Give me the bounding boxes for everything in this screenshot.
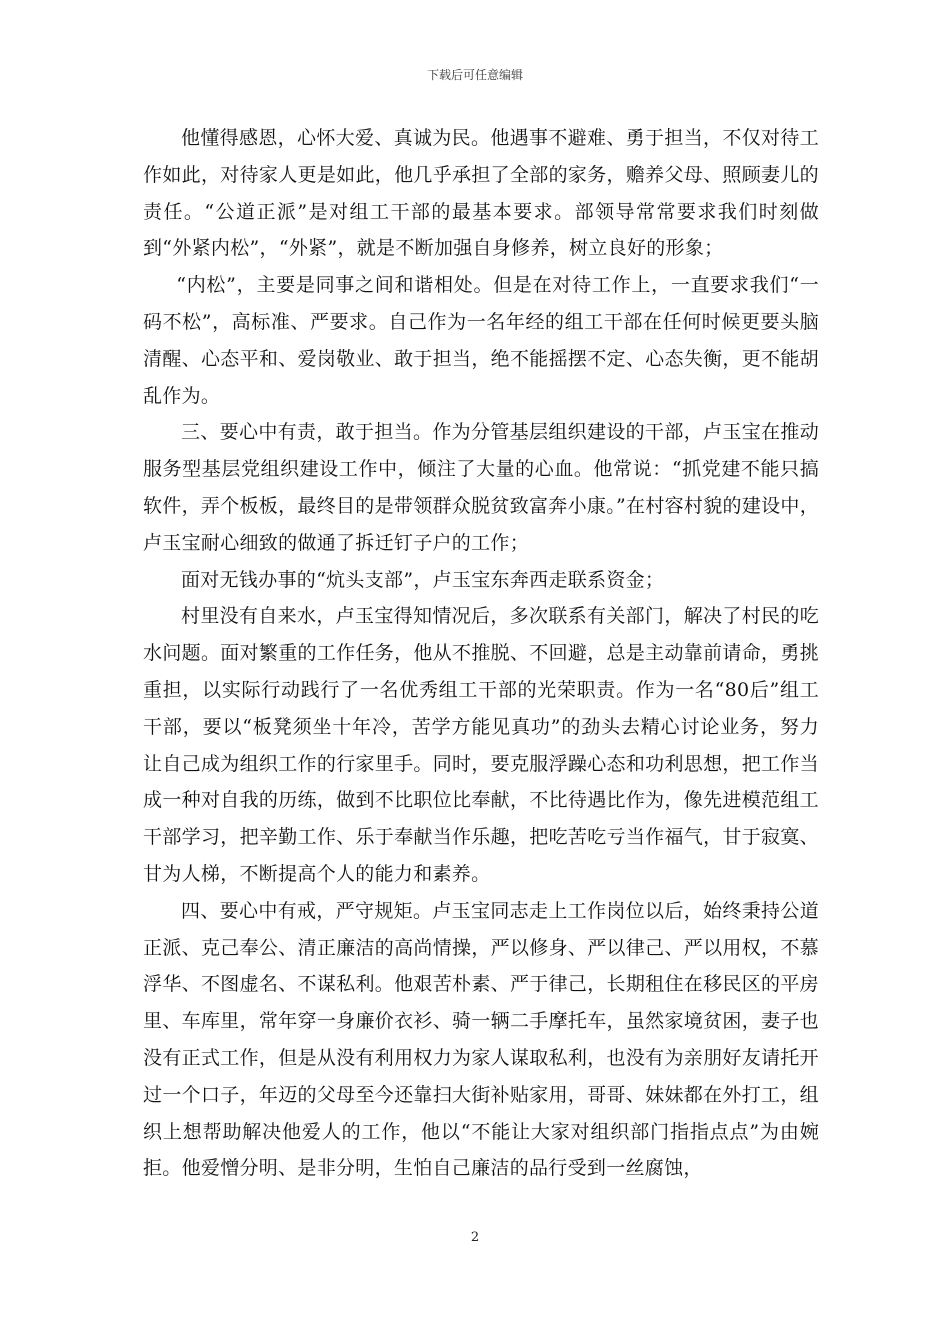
paragraph: 四、要心中有戒，严守规矩。卢玉宝同志走上工作岗位以后，始终秉持公道正派、克己奉公、清正廉洁的高尚情操，严以修身、严以律己、严以用权，不慕浮华、不图虚名、不谋私利。他艰苦朴素、严于律己，长期租住在移民区的平房里、车库里，常年穿一身廉价衣衫、骑一辆二手摩托车，虽然家境贫困，妻子也没有正式工作，但是从没有利用权力为家人谋取私利，也没有为亲朋好友请托开过一个口子，年迈的父母至今还靠扫大街补贴家用，哥哥、妹妹都在外打工，组织上想帮助解决他爱人的工作，他以“不能让大家对组织部门指指点点”为由婉拒。他爱憎分明、是非分明，生怕自己廉洁的品行受到一丝腐蚀， <box>143 899 819 1180</box>
paragraph: “内松”，主要是同事之间和谐相处。但是在对待工作上，一直要求我们“一码不松”，高标准、严要求。自己作为一名年经的组工干部在任何时候更要头脑清醒、心态平和、爱岗敬业、敢于担当，绝不能摇摆不定、心态失衡，更不能胡乱作为。 <box>143 274 819 407</box>
document-body <box>143 120 819 1187</box>
page-header: 下载后可任意编辑 <box>426 68 523 82</box>
page-number: 2 <box>470 1230 480 1245</box>
paragraph: 村里没有自来水，卢玉宝得知情况后，多次联系有关部门，解决了村民的吃水问题。面对繁重的工作任务，他从不推脱、不回避，总是主动靠前请命，勇挑重担，以实际行动践行了一名优秀组工干部的光荣职责。作为一名“80后”组工干部，要以“板凳须坐十年冷，苦学方能见真功”的劲头去精心讨论业务，努力让自己成为组织工作的行家里手。同时，要克服浮躁心态和功利思想，把工作当成一种对自我的历练，做到不比职位比奉献，不比待遇比作为，像先进模范组工干部学习，把辛勤工作、乐于奉献当作乐趣，把吃苦吃亏当作福气，甘于寂寞、甘为人梯，不断提高个人的能力和素养。 <box>143 605 819 885</box>
paragraph: 他懂得感恩，心怀大爱、真诚为民。他遇事不避难、勇于担当，不仅对待工作如此，对待家人更是如此，他几乎承担了全部的家务，赡养父母、照顾妻儿的责任。“公道正派”是对组工干部的最基本要求。部领导常常要求我们时刻做到“外紧内松”，“外紧”，就是不断加强自身修养，树立良好的形象； <box>143 127 819 260</box>
paragraph: 面对无钱办事的“炕头支部”，卢玉宝东奔西走联系资金； <box>181 568 665 591</box>
paragraph: 三、要心中有责，敢于担当。作为分管基层组织建设的干部，卢玉宝在推动服务型基层党组织建设工作中，倾注了大量的心血。他常说：“抓党建不能只搞软件，弄个板板，最终目的是带领群众脱贫致富奔小康。”在村容村貌的建设中，卢玉宝耐心细致的做通了拆迁钉子户的工作； <box>143 421 820 554</box>
